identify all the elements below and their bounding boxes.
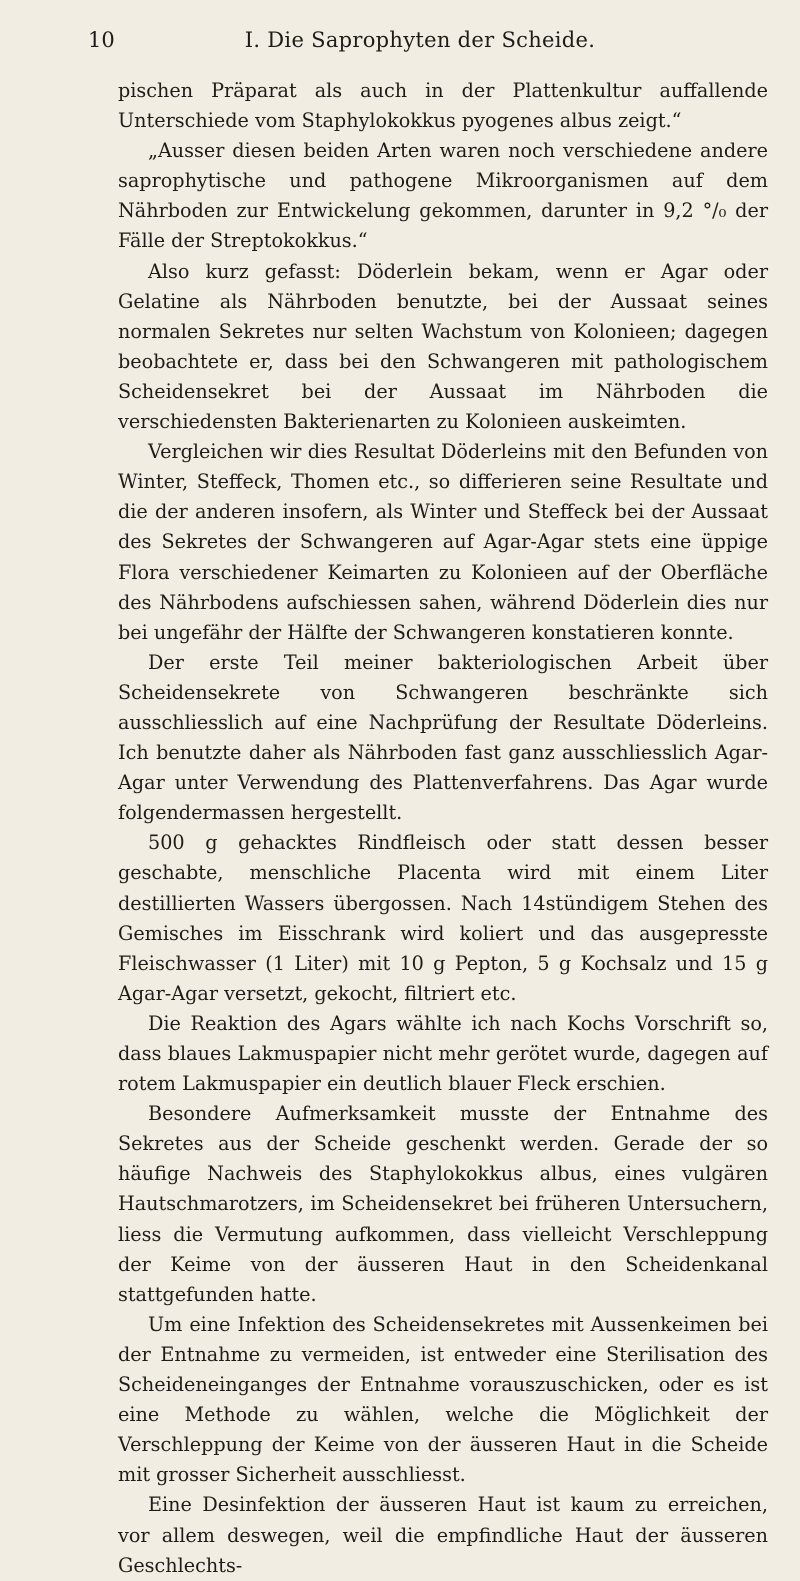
paragraph-5: Der erste Teil meiner bakteriologischen Arbeit über Scheidensekrete von Schwangeren beschränkte sich ausschliesslich auf eine Nachprüfung der Resultate Döderleins. Ich benutzte daher als Nährboden fast ganz ausschliesslich Agar-Agar unter Verwendung des Plattenverfahrens. Das Agar wurde folgendermassen hergestellt. bbox=[118, 650, 768, 825]
paragraph-6: 500 g gehacktes Rindfleisch oder statt dessen besser geschabte, menschliche Placenta wird mit einem Liter destillierten Wassers übergossen. Nach 14stündigem Stehen des Gemisches im Eisschrank wird koliert und das ausgepresste Fleischwasser (1 Liter) mit 10 g Pepton, 5 g Kochsalz und 15 g Agar-Agar versetzt, gekocht, filtriert etc. bbox=[118, 831, 768, 1005]
body-text bbox=[118, 76, 768, 1581]
paragraph-1: pischen Präparat als auch in der Plattenkultur auffallende Unterschiede vom Staphylokokkus pyogenes albus zeigt.“ bbox=[118, 79, 768, 133]
running-title: I. Die Saprophyten der Scheide. bbox=[244, 28, 596, 52]
page-number: 10 bbox=[88, 28, 115, 52]
paragraph-10: Eine Desinfektion der äusseren Haut ist kaum zu erreichen, vor allem deswegen, weil die empfindliche Haut der äusseren Geschlechts- bbox=[118, 1493, 768, 1577]
paragraph-4: Vergleichen wir dies Resultat Döderleins mit den Befunden von Winter, Steffeck, Thomen etc., so differieren seine Resultate und die der anderen insofern, als Winter und Steffeck bei der Aussaat des Sekretes der Schwangeren auf Agar-Agar stets eine üppige Flora verschiedener Keimarten zu Kolonieen auf der Oberfläche des Nährbodens aufschiessen sahen, während Döderlein dies nur bei ungefähr der Hälfte der Schwangeren konstatieren konnte. bbox=[118, 440, 768, 644]
paragraph-8: Besondere Aufmerksamkeit musste der Entnahme des Sekretes aus der Scheide geschenkt werden. Gerade der so häufige Nachweis des Staphylokokkus albus, eines vulgären Hautschmarotzers, im Scheidensekret bei früheren Untersuchern, liess die Vermutung aufkommen, dass vielleicht Verschleppung der Keime von der äusseren Haut in den Scheidenkanal stattgefunden hatte. bbox=[118, 1102, 768, 1306]
paragraph-9: Um eine Infektion des Scheidensekretes mit Aussenkeimen bei der Entnahme zu vermeiden, ist entweder eine Sterilisation des Scheideneinganges der Entnahme vorauszuschicken, oder es ist eine Methode zu wählen, welche die Möglichkeit der Verschleppung der Keime von der äusseren Haut in die Scheide mit grosser Sicherheit ausschliesst. bbox=[118, 1312, 768, 1487]
page-header bbox=[88, 28, 752, 60]
paragraph-2: „Ausser diesen beiden Arten waren noch verschiedene andere saprophytische und pathogene Mikroorganismen auf dem Nährboden zur Entwickelung gekommen, darunter in 9,2 °/₀ der Fälle der Streptokokkus.“ bbox=[118, 139, 768, 253]
paragraph-7: Die Reaktion des Agars wählte ich nach Kochs Vorschrift so, dass blaues Lakmuspapier nicht mehr gerötet wurde, dagegen auf rotem Lakmuspapier ein deutlich blauer Fleck erschien. bbox=[118, 1011, 768, 1096]
paragraph-3: Also kurz gefasst: Döderlein bekam, wenn er Agar oder Gelatine als Nährboden benutzte, bei der Aussaat seines normalen Sekretes nur selten Wachstum von Kolonieen; dagegen beobachtete er, dass bei den Schwangeren mit pathologischem Scheidensekret bei der Aussaat im Nährboden die verschiedensten Bakterienarten zu Kolonieen auskeimten. bbox=[118, 259, 768, 434]
